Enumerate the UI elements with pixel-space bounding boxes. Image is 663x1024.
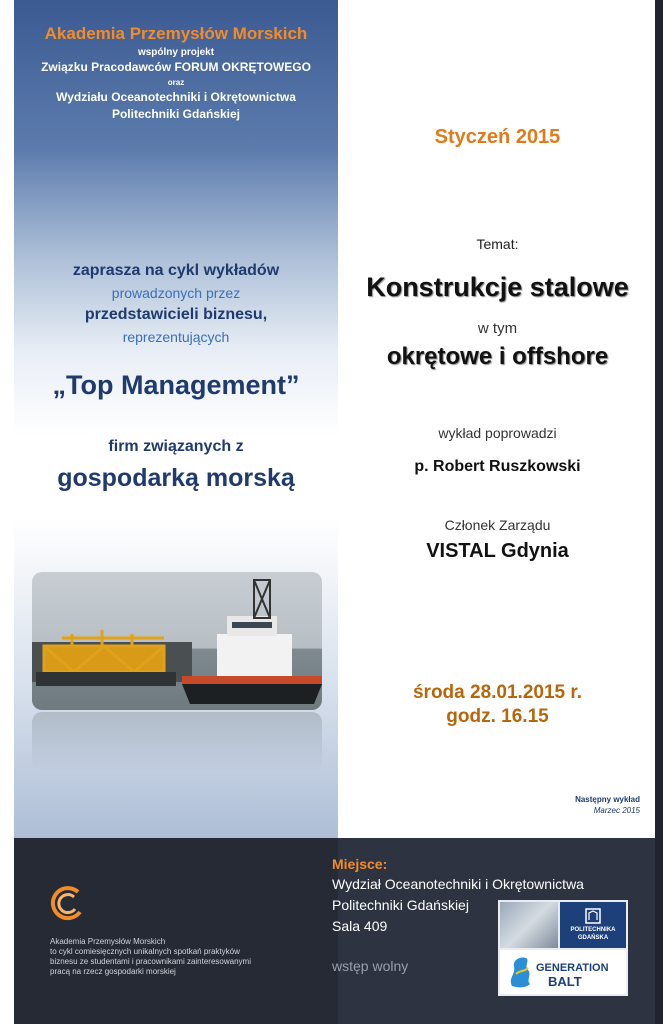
- pg-logo: [560, 902, 626, 948]
- org-title: Akademia Przemysłów Morskich: [44, 24, 308, 43]
- topic-line-2: okrętowe i offshore: [386, 343, 609, 370]
- next-lecture-date: Marzec 2015: [593, 806, 640, 815]
- about-line-2: to cykl comiesięcznych unikalnych spotkań praktyków: [50, 947, 240, 956]
- speaker-label: wykład poprowadzi: [438, 425, 557, 441]
- next-lecture-label: Następny wykład: [575, 795, 640, 804]
- ship-photo-reflection: [32, 712, 322, 772]
- topic-connector: w tym: [477, 320, 518, 337]
- place-line-3: Sala 409: [332, 918, 388, 934]
- ship-illustration: [32, 572, 322, 710]
- top-management-title: „Top Management”: [52, 370, 300, 400]
- union-name: Związku Pracodawców FORUM OKRĘTOWEGO: [41, 60, 311, 74]
- speaker-company: VISTAL Gdynia: [426, 540, 569, 562]
- invite-line-6: gospodarką morską: [57, 464, 295, 492]
- free-entry: wstęp wolny: [332, 958, 409, 974]
- right-frame: [655, 0, 663, 1024]
- pg-logo-text-2: GDAŃSKA: [577, 935, 609, 941]
- about-line-4: pracą na rzecz gospodarki morskiej: [50, 967, 176, 976]
- pg-crest-icon: [585, 908, 601, 924]
- gb-logo-text-1: GENERATION: [536, 962, 609, 974]
- invite-line-1: zaprasza na cykl wykładów: [72, 262, 280, 279]
- oraz-label: oraz: [167, 78, 185, 87]
- topic-line-1: Konstrukcje stalowe: [366, 272, 629, 302]
- place-line-2: Politechniki Gdańskiej: [332, 897, 469, 913]
- place-line-1: Wydział Oceanotechniki i Okrętownictwa: [332, 876, 584, 892]
- about-line-3: biznesu ze studentami i pracownikami zainteresowanymi: [50, 957, 251, 966]
- month-label: Styczeń 2015: [434, 126, 561, 148]
- lecture-time: godz. 16.15: [446, 706, 549, 727]
- lecture-date: środa 28.01.2015 r.: [412, 682, 582, 703]
- apm-logo-icon: [48, 884, 86, 922]
- faculty-name: Wydziału Oceanotechniki i Okrętownictwa: [56, 90, 296, 104]
- invite-line-4: reprezentujących: [122, 329, 230, 345]
- building-photo: [500, 902, 558, 948]
- place-label: Miejsce:: [332, 856, 388, 872]
- topic-label: Temat:: [476, 236, 519, 252]
- speaker-name: p. Robert Ruszkowski: [414, 458, 581, 475]
- footer-left-panel: [14, 838, 338, 1024]
- generation-balt-logo: [500, 950, 626, 994]
- invite-line-2: prowadzonych przez: [111, 285, 241, 301]
- invite-line-3: przedstawicieli biznesu,: [84, 306, 268, 323]
- speaker-role: Członek Zarządu: [444, 517, 551, 533]
- baltic-sea-icon: [506, 954, 536, 990]
- invite-line-5: firm związanych z: [108, 438, 244, 455]
- university-name: Politechniki Gdańskiej: [111, 107, 241, 121]
- gb-logo-text-2: BALT: [548, 974, 582, 989]
- left-margin: [0, 0, 14, 838]
- joint-project-label: wspólny projekt: [137, 47, 215, 58]
- partner-logos-box: [498, 900, 628, 996]
- about-line-1: Akademia Przemysłów Morskich: [50, 937, 166, 946]
- ship-photo: [32, 572, 322, 710]
- pg-logo-text-1: POLITECHNIKA: [570, 927, 616, 933]
